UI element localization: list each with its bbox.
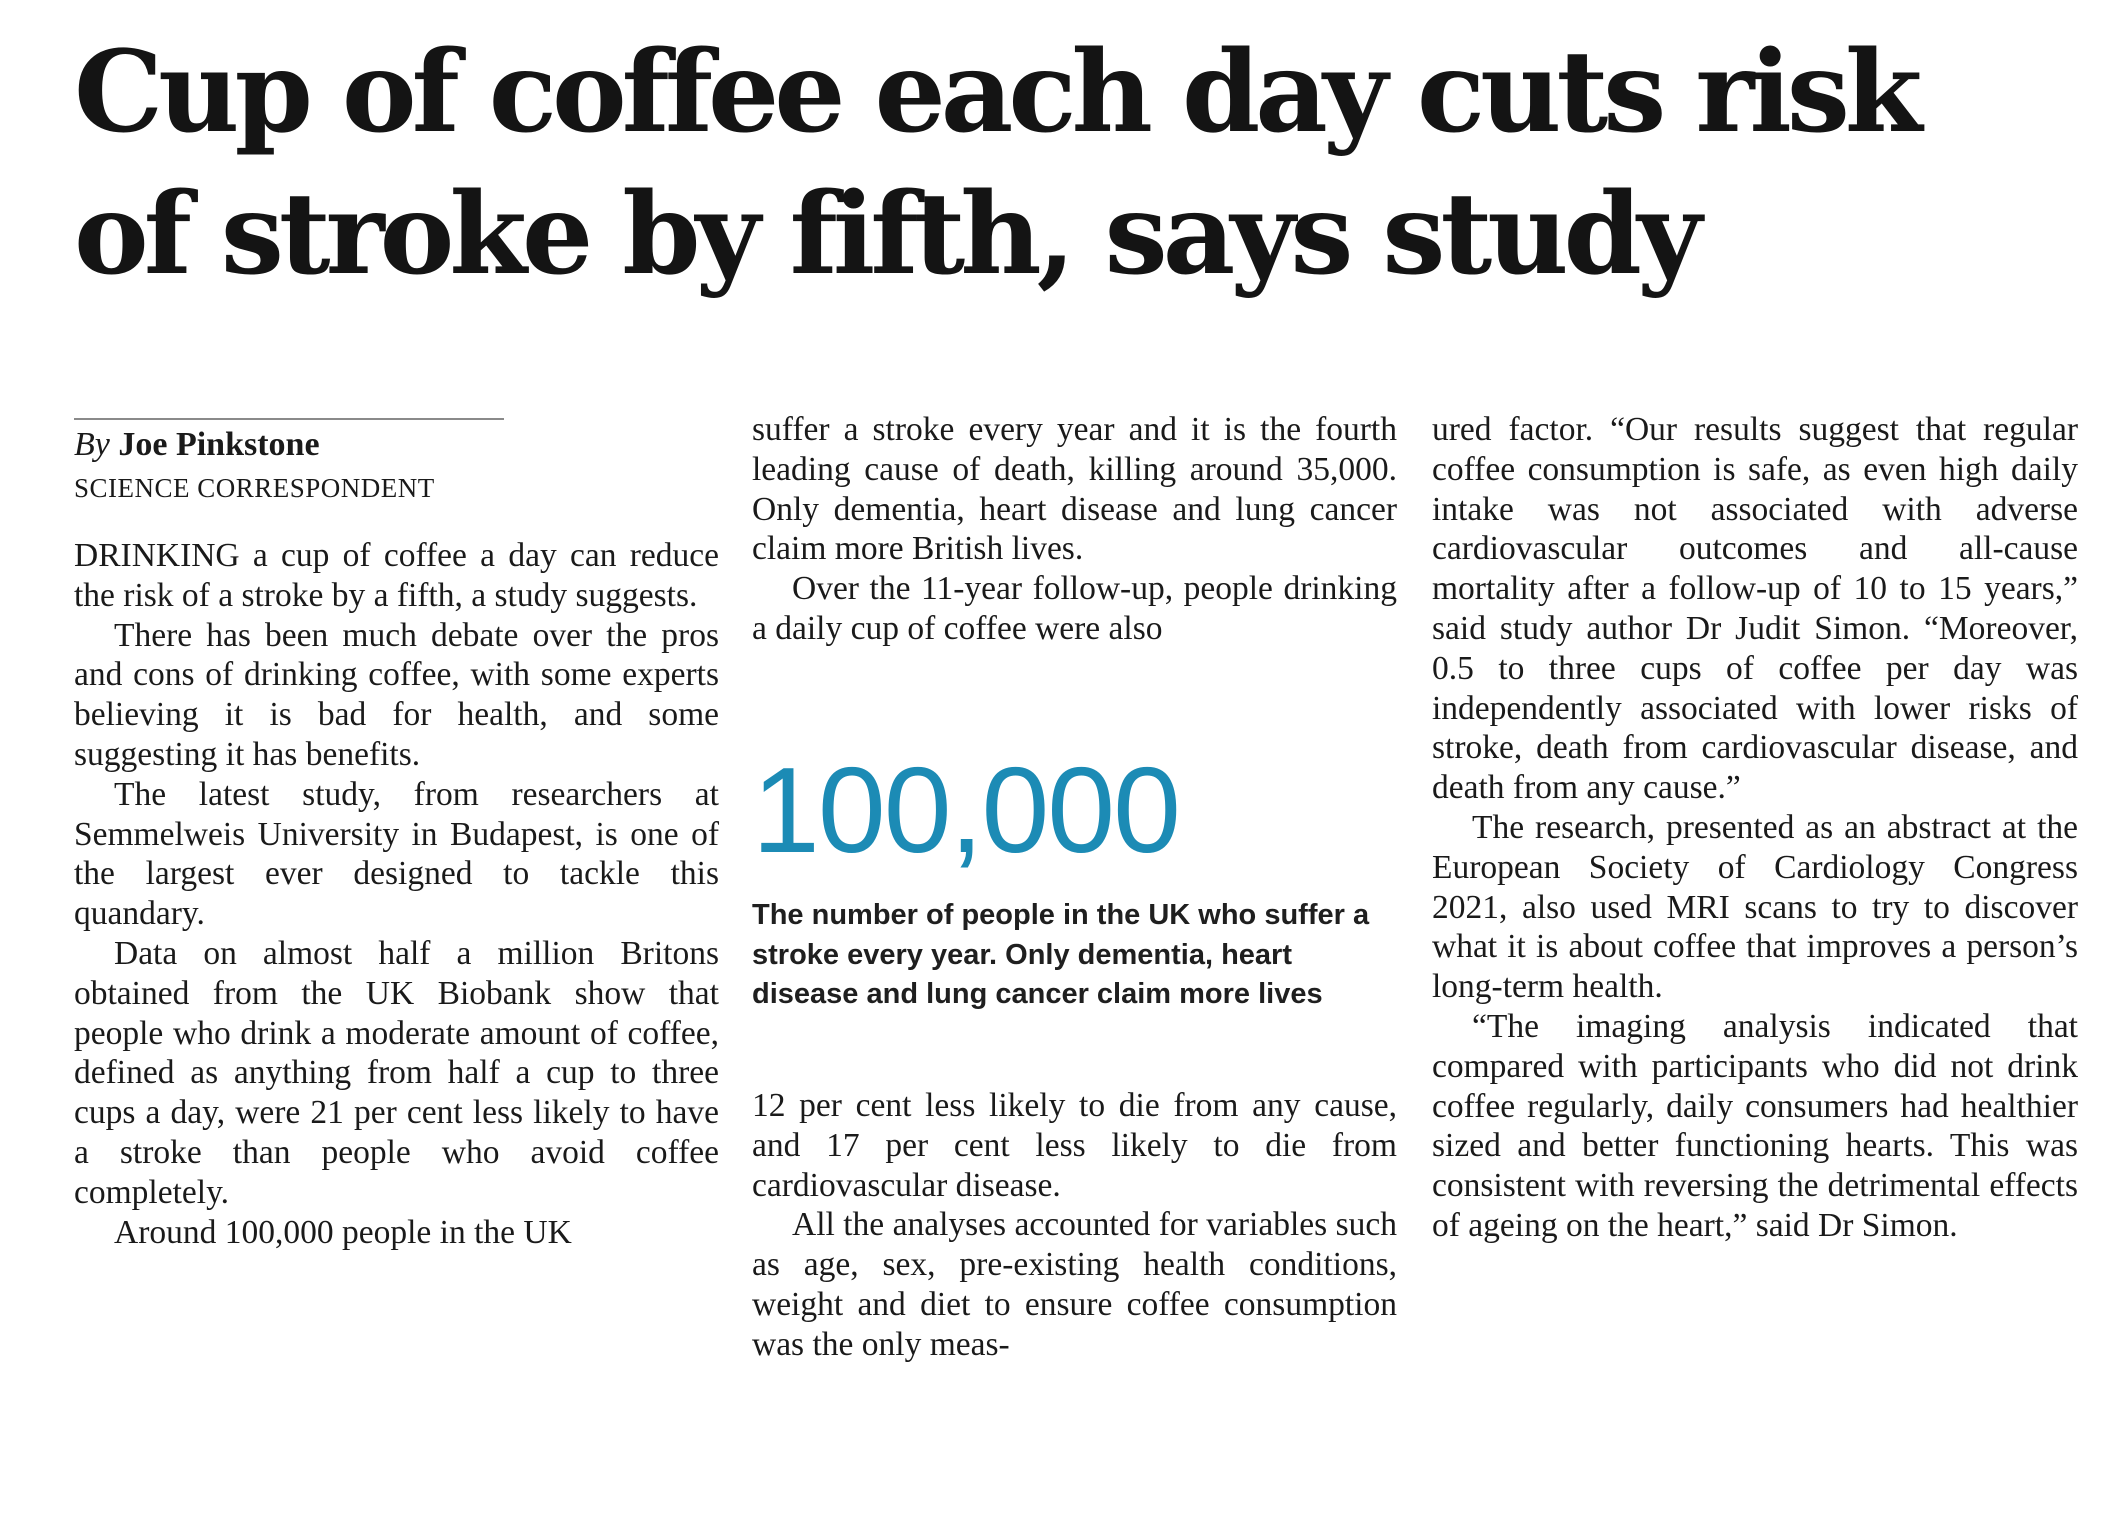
paragraph: The research, presented as an abstract at the European Society of Cardiology Congress 2021, also used MRI scans to try to discover what it is about coffee that improves a person’s long-term health. [1432,808,2078,1006]
headline [74,22,2064,306]
paragraph: Over the 11-year follow-up, people drinking a daily cup of coffee were also [752,570,1397,647]
paragraph: The latest study, from researchers at Semmelweis University in Budapest, is one of the largest ever designed to tackle this quandary. [74,775,719,933]
article-column-2-bottom [752,1086,1397,1365]
article-column-3 [1432,410,2078,1246]
paragraph: Data on almost half a million Britons obtained from the UK Biobank show that people who drink a moderate amount of coffee, defined as anything from half a cup to three cups a day, were 21 per cent less likely to have a stroke than people who avoid coffee completely. [74,934,719,1211]
paragraph: 12 per cent less likely to die from any cause, and 17 per cent less likely to die from cardiovascular disease. [752,1087,1397,1204]
pullquote-figure: 100,000 [752,742,1179,878]
paragraph: ured factor. “Our results suggest that regular coffee consumption is safe, as even high daily intake was not associated with adverse cardiovascular outcomes and all-cause mortality after a follow-up of 10 to 15 years,” said study author Dr Judit Simon. “Moreover, 0.5 to three cups of coffee per day was independently associated with lower risks of stroke, death from cardiovascular disease, and death from any cause.” [1432,411,2078,807]
paragraph: DRINKING a cup of coffee a day can reduce the risk of a stroke by a fifth, a study suggests. [74,537,719,614]
byline-by: By [74,426,110,463]
headline-line-2: of stroke by fifth, says study [74,169,1698,300]
byline-author: Joe Pinkstone [118,426,320,463]
byline-rule [74,418,504,420]
article-column-1 [74,536,719,1252]
byline [74,424,714,466]
paragraph: All the analyses accounted for variables such as age, sex, pre-existing health conditions, weight and diet to ensure coffee consumption was the only meas- [752,1206,1397,1363]
paragraph: “The imaging analysis indicated that compared with participants who did not drink coffee regularly, daily consumers had healthier sized and better functioning hearts. This was consistent with reversing the detrimental effects of ageing on the heart,” said Dr Simon. [1432,1007,2078,1244]
paragraph: suffer a stroke every year and it is the fourth leading cause of death, killing around 35,000. Only dementia, heart disease and lung cancer claim more British lives. [752,411,1397,568]
paragraph: Around 100,000 people in the UK [114,1213,572,1251]
article-column-2-top [752,410,1397,649]
pullquote-caption: The number of people in the UK who suffer a stroke every year. Only dementia, heart disease and lung cancer claim more lives [752,899,1370,1010]
paragraph: There has been much debate over the pros and cons of drinking coffee, with some experts believing it is bad for health, and some suggesting it has benefits. [74,616,719,773]
headline-line-1: Cup of coffee each day cuts risk [74,27,1918,158]
byline-role: SCIENCE CORRESPONDENT [74,473,435,503]
